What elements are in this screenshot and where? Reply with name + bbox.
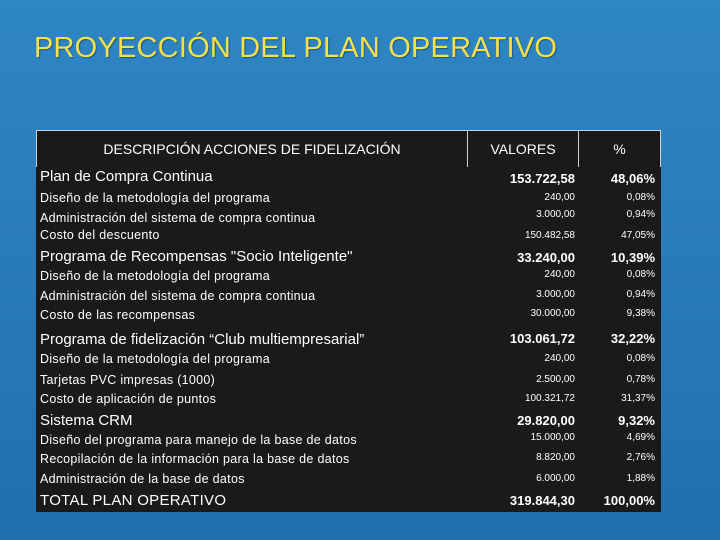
item-name: Costo de las recompensas xyxy=(40,308,196,322)
section-percent: 10,39% xyxy=(610,250,655,265)
item-value: 30.000,00 xyxy=(530,308,575,319)
section-percent: 32,22% xyxy=(610,331,655,346)
item-row xyxy=(36,390,661,410)
total-percent: 100,00% xyxy=(603,493,655,508)
item-percent: 1,88% xyxy=(626,473,655,484)
table-header xyxy=(36,130,661,167)
item-row xyxy=(36,308,661,328)
item-percent: 9,38% xyxy=(626,308,655,319)
item-name: Diseño de la metodología del programa xyxy=(40,269,270,283)
item-value: 6.000,00 xyxy=(536,473,575,484)
item-name: Costo del descuento xyxy=(40,228,160,242)
header-percent: % xyxy=(613,141,626,157)
item-percent: 2,76% xyxy=(626,452,655,463)
section-value: 33.240,00 xyxy=(517,250,575,265)
item-percent: 0,08% xyxy=(626,269,655,280)
header-values: VALORES xyxy=(490,141,556,157)
total-label: TOTAL PLAN OPERATIVO xyxy=(40,492,227,509)
item-row xyxy=(36,288,661,308)
section-percent: 9,32% xyxy=(618,413,655,428)
section-name: Programa de fidelización “Club multiempresarial” xyxy=(40,331,365,348)
section-value: 153.722,58 xyxy=(509,171,575,186)
total-value: 319.844,30 xyxy=(509,493,575,508)
item-row xyxy=(36,472,661,492)
slide-title: PROYECCIÓN DEL PLAN OPERATIVO xyxy=(34,32,558,64)
section-row xyxy=(36,410,661,432)
item-value: 150.482,58 xyxy=(524,230,575,241)
item-row xyxy=(36,370,661,390)
item-value: 3.000,00 xyxy=(536,289,575,300)
item-value: 3.000,00 xyxy=(536,209,575,220)
item-name: Recopilación de la información para la base de datos xyxy=(40,452,350,466)
item-name: Administración de la base de datos xyxy=(40,472,245,486)
item-name: Costo de aplicación de puntos xyxy=(40,392,217,406)
item-name: Diseño de la metodología del programa xyxy=(40,191,270,205)
item-row xyxy=(36,188,661,208)
item-row xyxy=(36,432,661,452)
section-name: Sistema CRM xyxy=(40,412,133,429)
item-value: 8.820,00 xyxy=(536,452,575,463)
item-percent: 4,69% xyxy=(626,432,655,443)
header-description: DESCRIPCIÓN ACCIONES DE FIDELIZACIÓN xyxy=(103,141,401,157)
item-percent: 0,08% xyxy=(626,353,655,364)
section-name: Plan de Compra Continua xyxy=(40,168,213,185)
item-percent: 31,37% xyxy=(621,393,655,404)
item-value: 100.321,72 xyxy=(524,393,575,404)
item-name: Administración del sistema de compra continua xyxy=(40,289,316,303)
section-value: 103.061,72 xyxy=(509,331,575,346)
item-name: Diseño de la metodología del programa xyxy=(40,352,270,366)
item-row xyxy=(36,208,661,228)
total-row xyxy=(36,490,661,512)
item-value: 2.500,00 xyxy=(536,374,575,385)
fidelization-table xyxy=(36,130,661,512)
item-percent: 0,94% xyxy=(626,289,655,300)
item-percent: 0,08% xyxy=(626,192,655,203)
item-value: 240,00 xyxy=(544,269,575,280)
item-percent: 0,78% xyxy=(626,374,655,385)
item-name: Administración del sistema de compra continua xyxy=(40,211,316,225)
item-value: 15.000,00 xyxy=(530,432,575,443)
section-row xyxy=(36,328,661,350)
item-name: Diseño del programa para manejo de la base de datos xyxy=(40,433,357,447)
item-value: 240,00 xyxy=(544,353,575,364)
item-row xyxy=(36,228,661,248)
item-percent: 0,94% xyxy=(626,209,655,220)
item-percent: 47,05% xyxy=(621,230,655,241)
item-row xyxy=(36,350,661,370)
item-row xyxy=(36,452,661,472)
section-row xyxy=(36,246,661,268)
section-row xyxy=(36,166,661,188)
section-percent: 48,06% xyxy=(610,171,655,186)
section-name: Programa de Recompensas "Socio Inteligente" xyxy=(40,248,353,265)
item-value: 240,00 xyxy=(544,192,575,203)
section-value: 29.820,00 xyxy=(517,413,575,428)
item-row xyxy=(36,268,661,288)
item-name: Tarjetas PVC impresas (1000) xyxy=(40,373,216,387)
